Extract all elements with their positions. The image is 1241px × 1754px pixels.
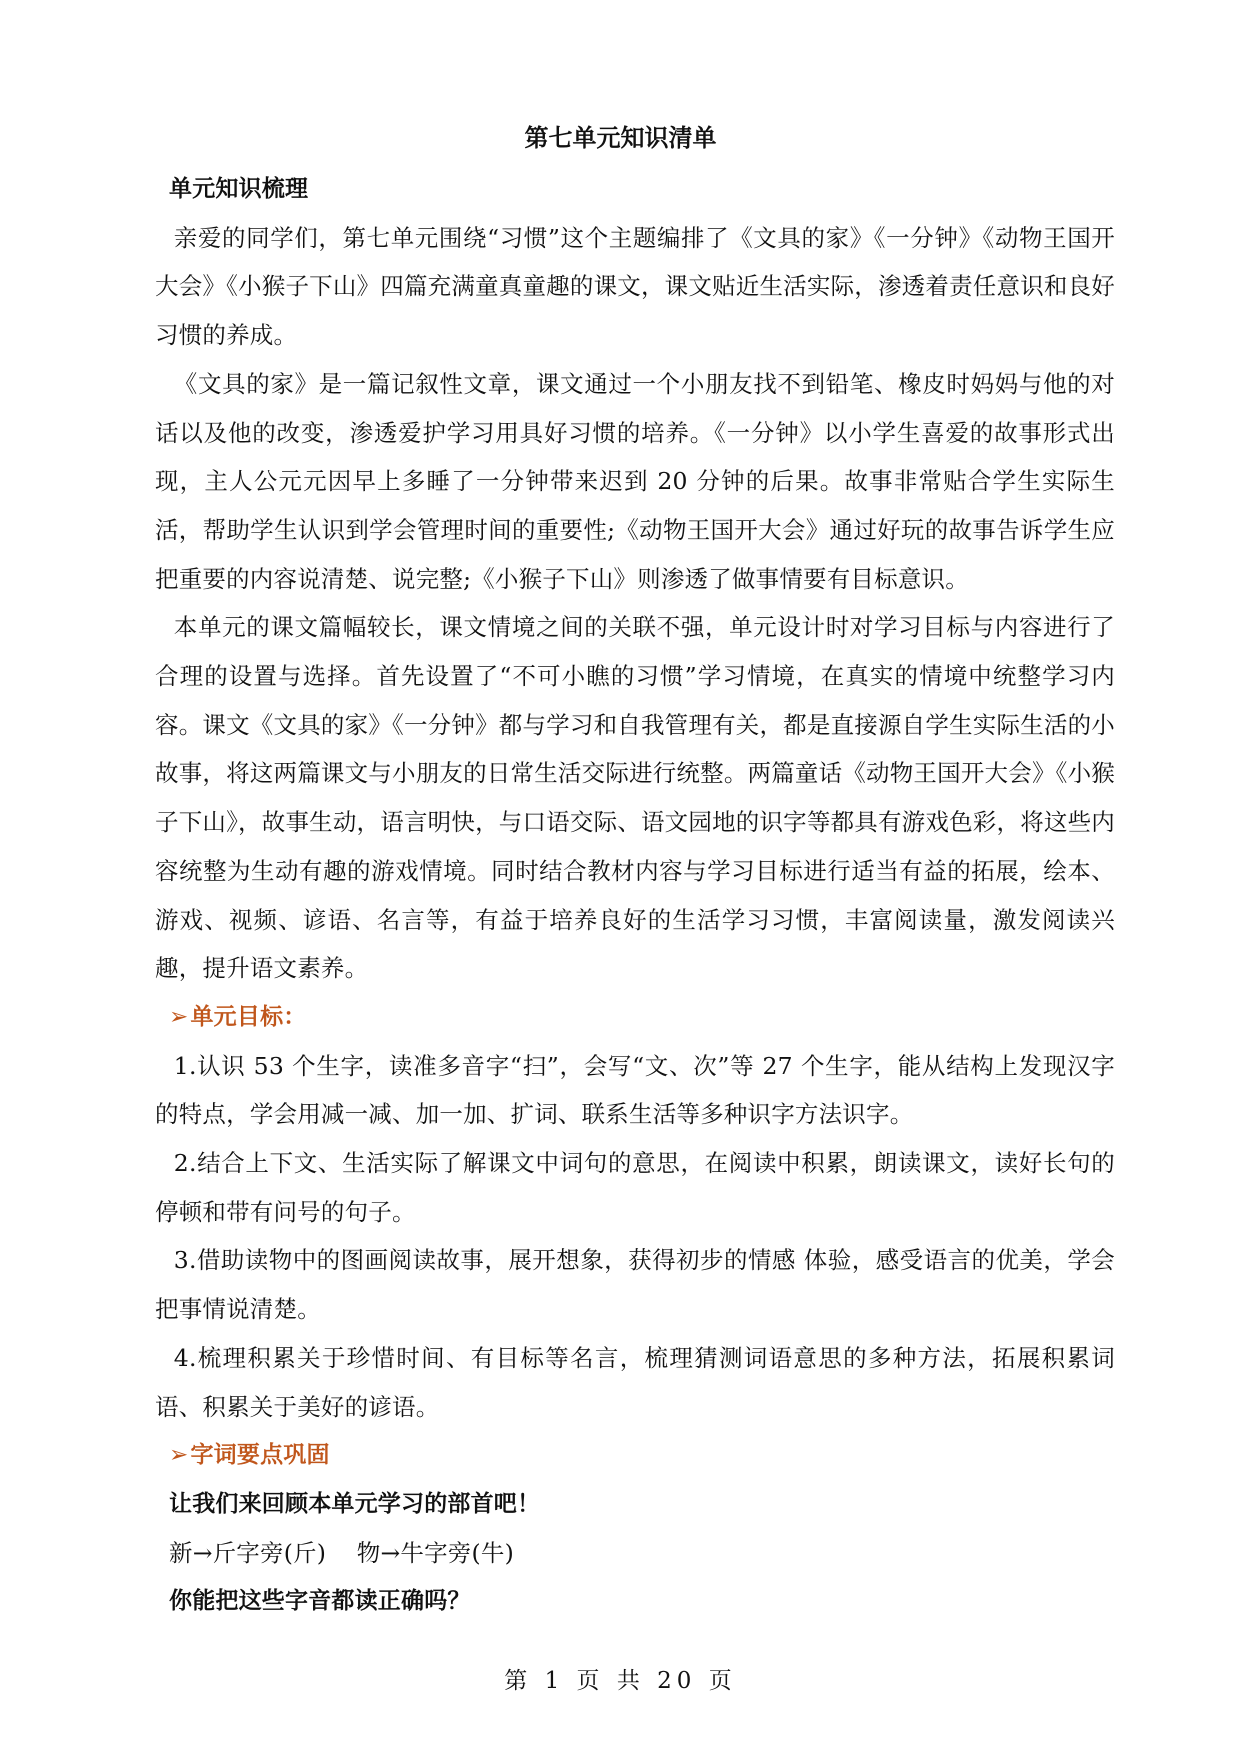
goal-item: 4.梳理积累关于珍惜时间、有目标等名言，梳理猜测词语意思的多种方法，拓展积累词语、积累关于美好的谚语。 bbox=[155, 1343, 1115, 1421]
goals-heading-text: 单元目标： bbox=[190, 1003, 307, 1030]
lesson-summary-paragraph: 《文具的家》是一篇记叙性文章，课文通过一个小朋友找不到铅笔、橡皮时妈妈与他的对话以及他的改变，渗透爱护学习用具好习惯的培养。《一分钟》以小学生喜爱的故事形式出现，主人公元元因早上多睡了一分钟带来迟到 20 分钟的后果。故事非常贴合学生实际生活，帮助学生认识到学会管理时间的重要性;《动物王国开大会》通过好玩的故事告诉学生应把重要的内容说清楚、说完整;《小猴子下山》则渗透了做事情要有目标意识。 bbox=[155, 369, 1115, 593]
unit-design-paragraph: 本单元的课文篇幅较长，课文情境之间的关联不强，单元设计时对学习目标与内容进行了合理的设置与选择。首先设置了“不可小瞧的习惯”学习情境，在真实的情境中统整学习内容。课文《文具的家》《一分钟》都与学习和自我管理有关，都是直接源自学生实际生活的小故事，将这两篇课文与小朋友的日常生活交际进行统整。两篇童话《动物王国开大会》《小猴子下山》，故事生动，语言明快，与口语交际、语文园地的识字等都具有游戏色彩，将这些内容统整为生动有趣的游戏情境。同时结合教材内容与学习目标进行适当有益的拓展，绘本、游戏、视频、谚语、名言等，有益于培养良好的生活学习习惯，丰富阅读量，激发阅读兴趣，提升语文素养。 bbox=[155, 613, 1115, 983]
section-heading: 单元知识梳理 bbox=[169, 176, 309, 202]
goal-item: 2.结合上下文、生活实际了解课文中词句的意思，在阅读中积累，朗读课文，读好长句的停顿和带有问号的句子。 bbox=[155, 1149, 1115, 1226]
radicals-prompt: 让我们来回顾本单元学习的部首吧！ bbox=[169, 1490, 541, 1517]
goal-item: 1.认识 53 个生字，读准多音字“扫”，会写“文、次”等 27 个生字，能从结构上发现汉字的特点，学会用减一减、加一加、扩词、联系生活等多种识字方法识字。 bbox=[155, 1051, 1115, 1129]
words-heading bbox=[155, 1431, 1115, 1480]
page-number-footer: 第 1 页 共 20 页 bbox=[504, 1668, 737, 1694]
radicals-line: 新→斤字旁(斤) 物→牛字旁(牛) bbox=[169, 1538, 514, 1567]
pronunciation-prompt: 你能把这些字音都读正确吗？ bbox=[169, 1588, 471, 1615]
intro-paragraph: 亲爱的同学们，第七单元围绕“习惯”这个主题编排了《文具的家》《一分钟》《动物王国开大会》《小猴子下山》四篇充满童真童趣的课文，课文贴近生活实际，渗透着责任意识和良好习惯的养成。 bbox=[155, 223, 1115, 350]
goals-heading bbox=[155, 993, 1115, 1042]
arrow-bullet-icon: ➢ bbox=[169, 1003, 189, 1030]
arrow-bullet-icon: ➢ bbox=[169, 1442, 189, 1469]
document-body bbox=[155, 165, 1115, 1626]
goal-item: 3.借助读物中的图画阅读故事，展开想象，获得初步的情感 体验，感受语言的优美，学会把事情说清楚。 bbox=[155, 1246, 1115, 1324]
document-title: 第七单元知识清单 bbox=[524, 124, 717, 152]
words-heading-text: 字词要点巩固 bbox=[190, 1442, 330, 1469]
